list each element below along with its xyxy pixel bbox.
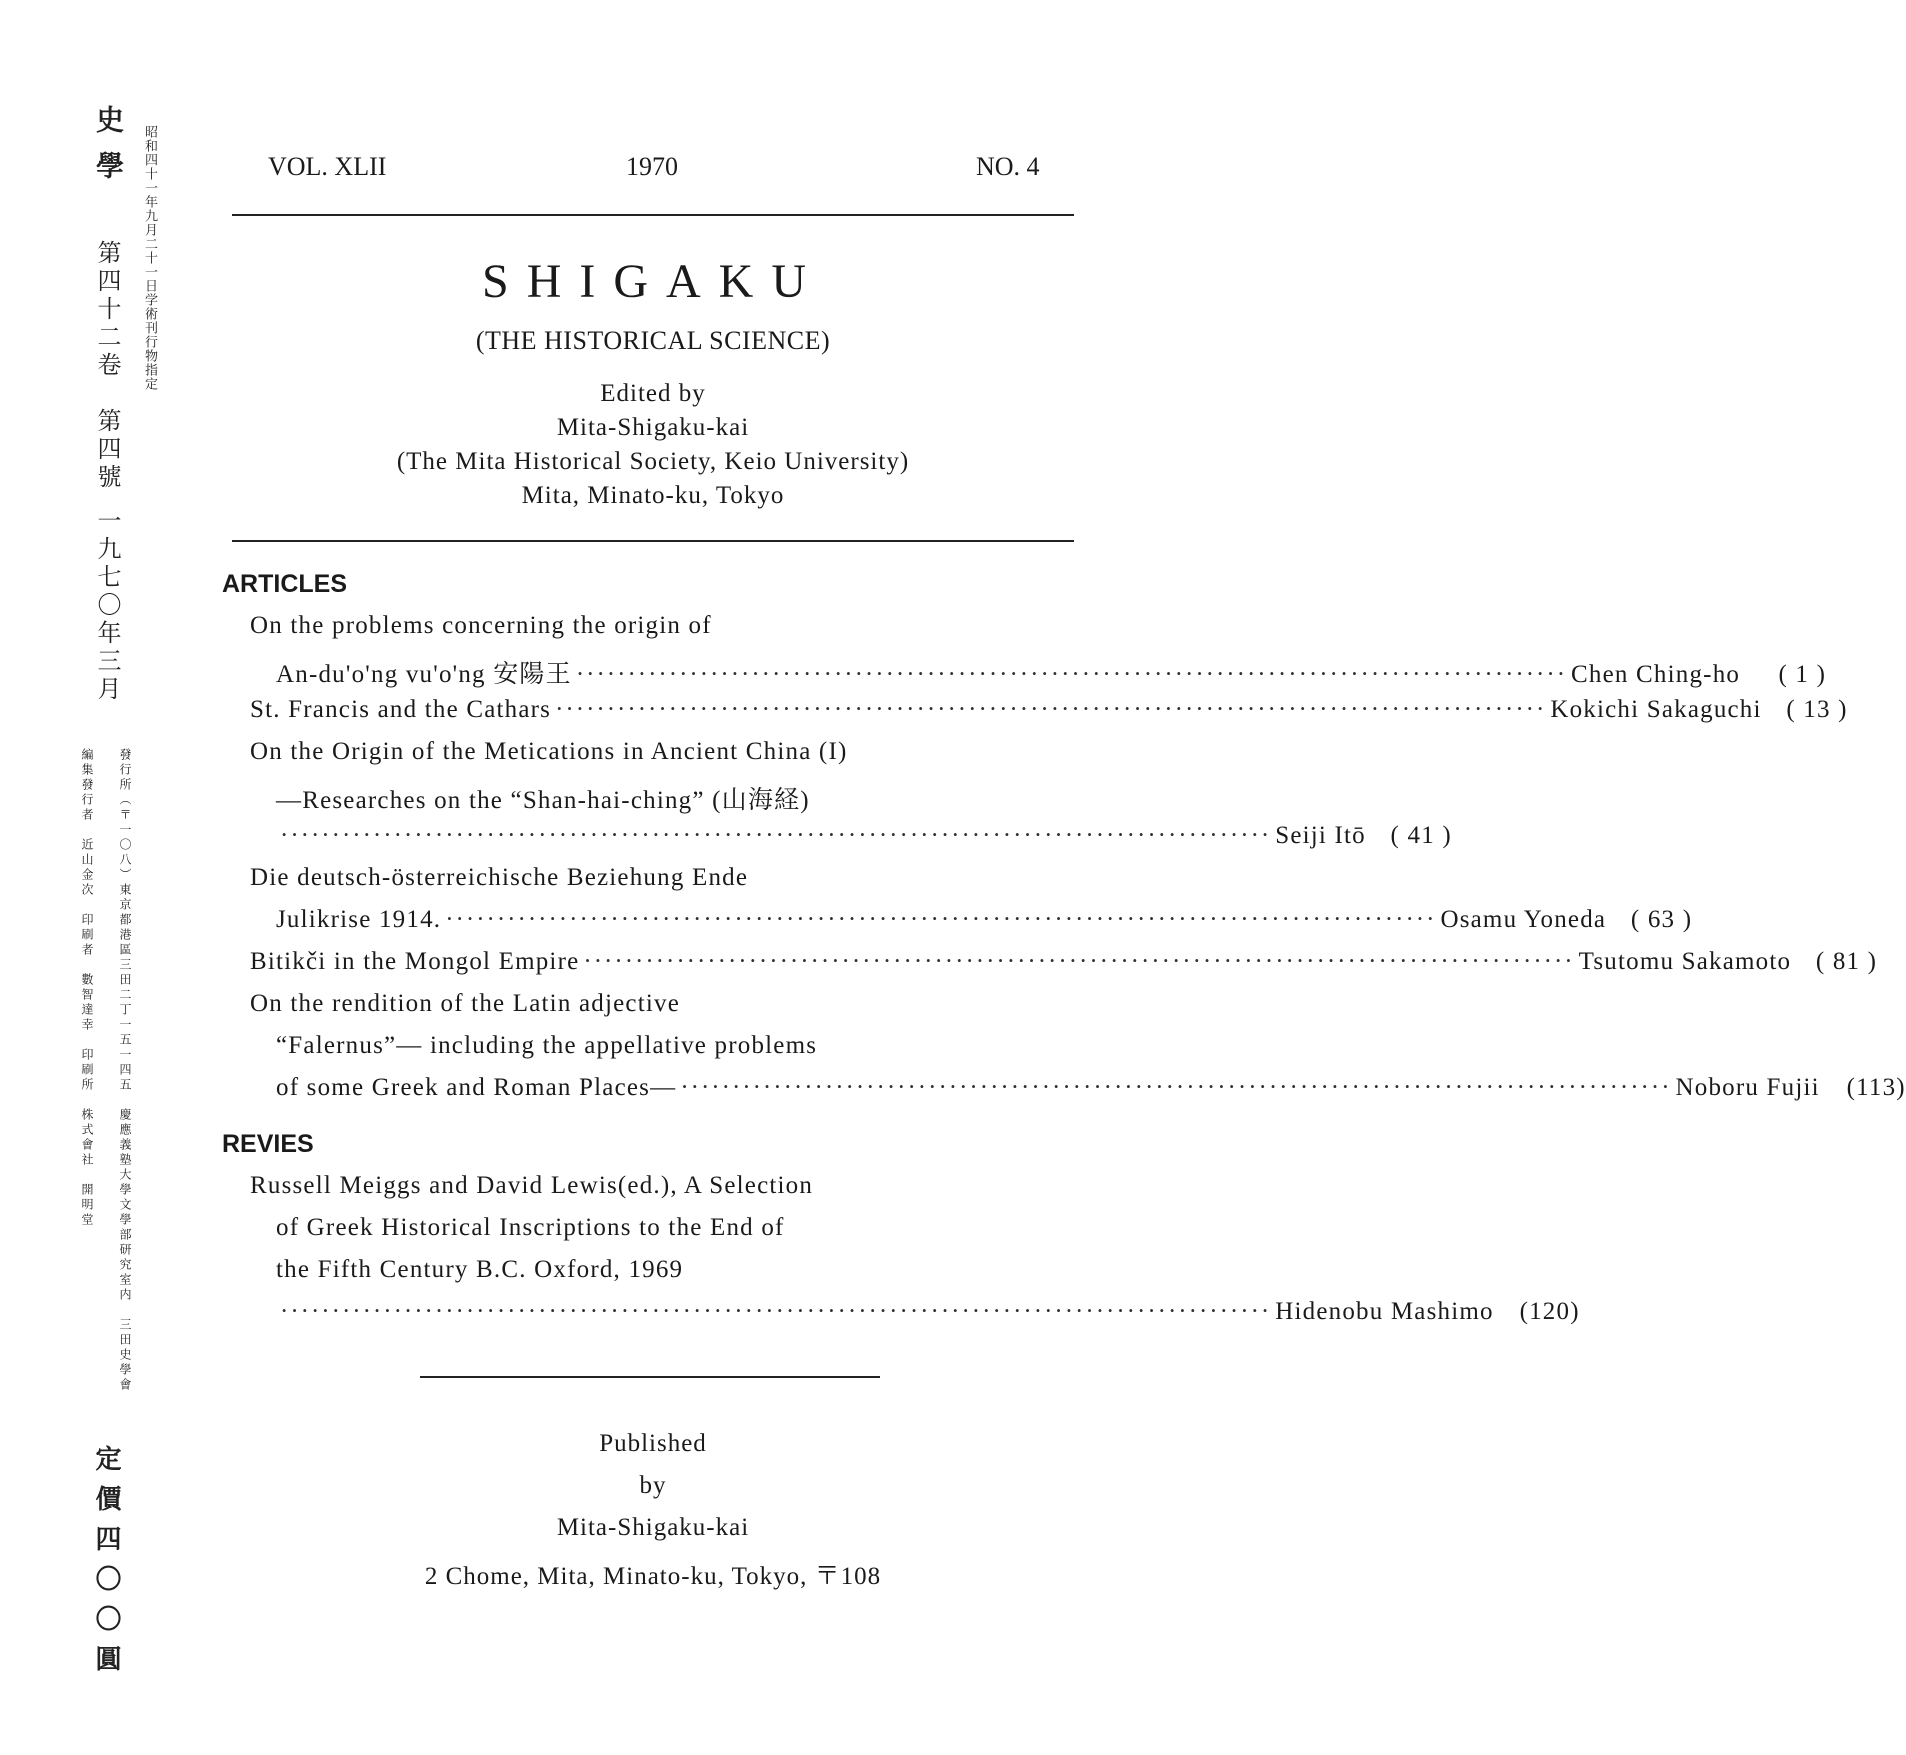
publisher-line-1: Published	[599, 1430, 707, 1457]
review-1-entry	[276, 1298, 1580, 1326]
article-2-page: ( 13 )	[1786, 696, 1848, 723]
article-1-author: Chen Ching-ho	[1571, 661, 1741, 688]
reviews-heading: REVIES	[222, 1130, 314, 1158]
article-4-page: ( 63 )	[1630, 906, 1693, 933]
leader-dots: ································································································	[555, 696, 1547, 723]
review-1-line-3: the Fifth Century B.C. Oxford, 1969	[276, 1256, 684, 1283]
imprint-printer: 編集發行者 近山金次 印刷者 數智達幸 印刷所 株式會社 開明堂	[80, 748, 94, 1228]
article-5-page: ( 81 )	[1815, 948, 1878, 975]
article-4-author: Osamu Yoneda	[1440, 906, 1607, 933]
article-3-author: Seiji Itō	[1275, 822, 1366, 849]
leader-dots: ································································································	[575, 661, 1568, 688]
article-5-title: Bitikči in the Mongol Empire	[250, 948, 580, 975]
header-divider	[232, 214, 1074, 216]
article-6-author: Noboru Fujii	[1675, 1074, 1820, 1101]
publisher-line-2: by	[639, 1472, 667, 1499]
article-3-entry	[276, 822, 1452, 850]
article-5-author: Tsutomu Sakamoto	[1578, 948, 1792, 975]
article-6-title-line-1: On the rendition of the Latin adjective	[250, 990, 681, 1017]
article-6-title-line-3: of some Greek and Roman Places—	[276, 1074, 677, 1101]
article-6-entry	[276, 1074, 1906, 1102]
article-4-title-line-2: Julikrise 1914.	[276, 906, 442, 933]
article-6-page: (113)	[1846, 1074, 1906, 1101]
article-1-title-line-2: An-du'o'ng vu'o'ng 安陽王	[276, 661, 572, 688]
leader-dots: ································································································	[583, 948, 1575, 975]
review-1-line-1: Russell Meiggs and David Lewis(ed.), A Selection	[250, 1172, 814, 1199]
footer-divider	[420, 1376, 880, 1378]
journal-subtitle: (THE HISTORICAL SCIENCE)	[475, 326, 831, 355]
editor-line-4: Mita, Minato-ku, Tokyo	[521, 482, 785, 509]
review-1-page: (120)	[1519, 1298, 1580, 1325]
contents-divider	[232, 540, 1074, 542]
publisher-line-3: Mita-Shigaku-kai	[556, 1514, 750, 1541]
volume-label: VOL. XLII	[268, 152, 387, 181]
publisher-address: 2 Chome, Mita, Minato-ku, Tokyo, 〒108	[424, 1563, 882, 1590]
leader-dots: ································································································	[680, 1074, 1672, 1101]
review-1-author: Hidenobu Mashimo	[1275, 1298, 1494, 1325]
article-2-author: Kokichi Sakaguchi	[1550, 696, 1762, 723]
leader-dots: ································································································	[280, 822, 1272, 849]
review-1-line-2: of Greek Historical Inscriptions to the End of	[276, 1214, 785, 1241]
article-4-title-line-1: Die deutsch-österreichische Beziehung Ende	[250, 864, 749, 891]
article-6-title-line-2: “Falernus”— including the appellative problems	[276, 1032, 818, 1059]
year-label: 1970	[626, 152, 678, 181]
article-3-title-line-2: —Researches on the “Shan-hai-ching” (山海経)	[276, 787, 810, 814]
registration-note: 昭和四十一年九月二十一日学術刊行物指定	[142, 125, 157, 391]
articles-heading: ARTICLES	[222, 570, 347, 598]
article-2-entry	[250, 696, 1848, 724]
article-3-title-line-1: On the Origin of the Metications in Ancient China (I)	[250, 738, 848, 765]
spine-volume-number: 第四十二卷 第四號	[93, 240, 121, 492]
article-4-entry	[276, 906, 1693, 934]
spine-journal-title: 史學	[92, 105, 125, 197]
article-2-title: St. Francis and the Cathars	[250, 696, 552, 723]
issue-number-label: NO. 4	[976, 152, 1040, 181]
leader-dots: ································································································	[445, 906, 1437, 933]
editor-line-3: (The Mita Historical Society, Keio University)	[396, 448, 910, 475]
article-1-title-line-1: On the problems concerning the origin of	[250, 612, 712, 639]
leader-dots: ································································································	[280, 1298, 1272, 1325]
article-3-page: ( 41 )	[1390, 822, 1452, 849]
editor-line-1: Edited by	[600, 380, 706, 407]
spine-date: 一九七〇年三月	[93, 508, 121, 704]
imprint-publisher: 發行所（〒一〇八）東京都港區三田二丁一五一四五 慶應義塾大學文學部研究室内 三田史學會	[118, 748, 132, 1393]
journal-title: SHIGAKU	[482, 255, 824, 308]
article-5-entry	[250, 948, 1878, 976]
article-1-entry	[276, 654, 1827, 690]
price-label: 定價四〇〇圓	[91, 1445, 121, 1685]
article-1-page: ( 1 )	[1778, 661, 1827, 688]
editor-line-2: Mita-Shigaku-kai	[556, 414, 750, 441]
